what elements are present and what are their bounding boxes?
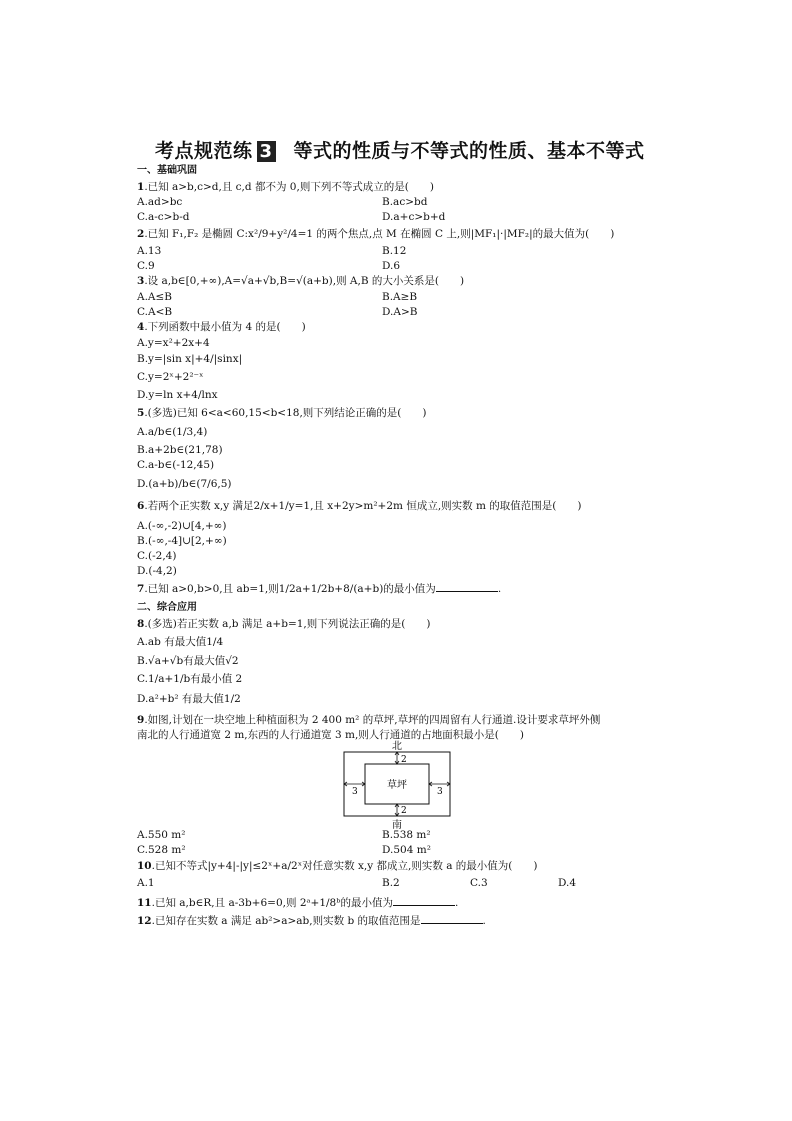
option: B.A≥B [382,291,418,303]
q4-option-b: B.y=|sin x|+4/|sinx| [137,353,243,365]
q2-options-row2 [137,259,401,273]
question-8: 8.(多选)若正实数 a,b 满足 a+b=1,则下列说法正确的是( ) [137,618,431,630]
option: C.a-c>b-d [137,211,190,223]
q10-options [137,876,577,890]
q9-options-row1 [137,828,431,842]
q6-option-a: A.(-∞,-2)∪[4,+∞) [137,520,227,532]
west-width-label: 3 [352,787,358,797]
question-10: 10.已知不等式|y+4|-|y|≤2ˣ+a/2ˣ对任意实数 x,y 都成立,则实数 a 的最小值为( ) [137,860,538,872]
q8-option-b: B.√a+√b有最大值√2 [137,655,239,667]
answer-blank[interactable] [393,895,455,906]
question-1: 1.已知 a>b,c>d,且 c,d 都不为 0,则下列不等式成立的是( ) [137,181,435,193]
q4-option-a: A.y=x²+2x+4 [137,337,210,349]
question-11: 11.已知 a,b∈R,且 a-3b+6=0,则 2ᵃ+1/8ᵇ的最小值为 . [137,897,459,909]
title-number-badge: 3 [257,141,276,162]
option: B.12 [382,245,407,257]
option: D.A>B [382,306,418,318]
q1-options-row1 [137,195,428,209]
q4-option-c: C.y=2ˣ+2²⁻ˣ [137,371,204,383]
south-width-label: 2 [401,806,407,816]
q3-options-row2 [137,305,418,319]
option: D.504 m² [382,844,431,856]
east-width-label: 3 [437,787,443,797]
q4-option-d: D.y=ln x+4/lnx [137,389,218,401]
section-heading-comprehensive: 二、综合应用 [137,602,197,613]
title-prefix: 考点规范练 [155,140,253,162]
page-title [155,136,655,162]
q5-option-a: A.a/b∈(1/3,4) [137,426,208,438]
option: A.A≤B [137,291,173,303]
option: A.ad>bc [137,196,183,208]
q6-option-c: C.(-2,4) [137,550,177,562]
lawn-label: 草坪 [387,780,407,791]
question-9-cont: 南北的人行通道宽 2 m,东西的人行通道宽 3 m,则人行通道的占地面积最小是( ) [137,729,524,741]
q5-option-b: B.a+2b∈(21,78) [137,444,223,456]
q5-option-d: D.(a+b)/b∈(7/6,5) [137,478,232,490]
question-2: 2.已知 F₁,F₂ 是椭圆 C:x²/9+y²/4=1 的两个焦点,点 M 在椭圆 C 上,则|MF₁|·|MF₂|的最大值为( ) [137,228,615,240]
q3-options-row1 [137,290,418,304]
question-7: 7.已知 a>0,b>0,且 ab=1,则1/2a+1/2b+8/(a+b)的最小值为 . [137,583,502,595]
option: D.6 [382,260,401,272]
question-4: 4.下列函数中最小值为 4 的是( ) [137,321,306,333]
title-topic: 等式的性质与不等式的性质、基本不等式 [293,140,645,162]
q1-options-row2 [137,210,446,224]
option: B.ac>bd [382,196,428,208]
option: B.538 m² [382,829,431,841]
answer-blank[interactable] [436,581,498,592]
question-3: 3.设 a,b∈[0,+∞),A=√a+√b,B=√(a+b),则 A,B 的大小关系是( ) [137,275,465,287]
option: C.9 [137,260,155,272]
option: B.2 [382,877,400,889]
question-6: 6.若两个正实数 x,y 满足2/x+1/y=1,且 x+2y>m²+2m 恒成立,则实数 m 的取值范围是( ) [137,500,582,512]
option: A.13 [137,245,162,257]
lawn-diagram [343,740,451,830]
question-12: 12.已知存在实数 a 满足 ab²>a>ab,则实数 b 的取值范围是 . [137,915,486,927]
south-label: 南 [392,820,402,830]
q6-option-b: B.(-∞,-4]∪[2,+∞) [137,535,227,547]
option: A.550 m² [137,829,186,841]
q2-options-row1 [137,244,407,258]
q9-options-row2 [137,843,431,857]
option: D.a+c>b+d [382,211,446,223]
north-label: 北 [392,741,402,752]
q5-option-c: C.a-b∈(-12,45) [137,459,215,471]
answer-blank[interactable] [421,913,483,924]
option: C.528 m² [137,844,186,856]
north-width-label: 2 [401,755,407,765]
q8-option-a: A.ab 有最大值1/4 [137,636,224,648]
question-9: 9.如图,计划在一块空地上种植面积为 2 400 m² 的草坪,草坪的四周留有人行通道.设计要求草坪外侧 [137,714,601,726]
option: C.3 [470,877,488,889]
lawn-diagram-svg [343,740,451,830]
section-heading-basic: 一、基础巩固 [137,165,197,176]
q6-option-d: D.(-4,2) [137,565,177,577]
q8-option-c: C.1/a+1/b有最小值 2 [137,673,243,685]
question-5: 5.(多选)已知 6<a<60,15<b<18,则下列结论正确的是( ) [137,407,427,419]
option: A.1 [137,877,155,889]
option: D.4 [558,877,577,889]
q8-option-d: D.a²+b² 有最大值1/2 [137,693,241,705]
option: C.A<B [137,306,173,318]
